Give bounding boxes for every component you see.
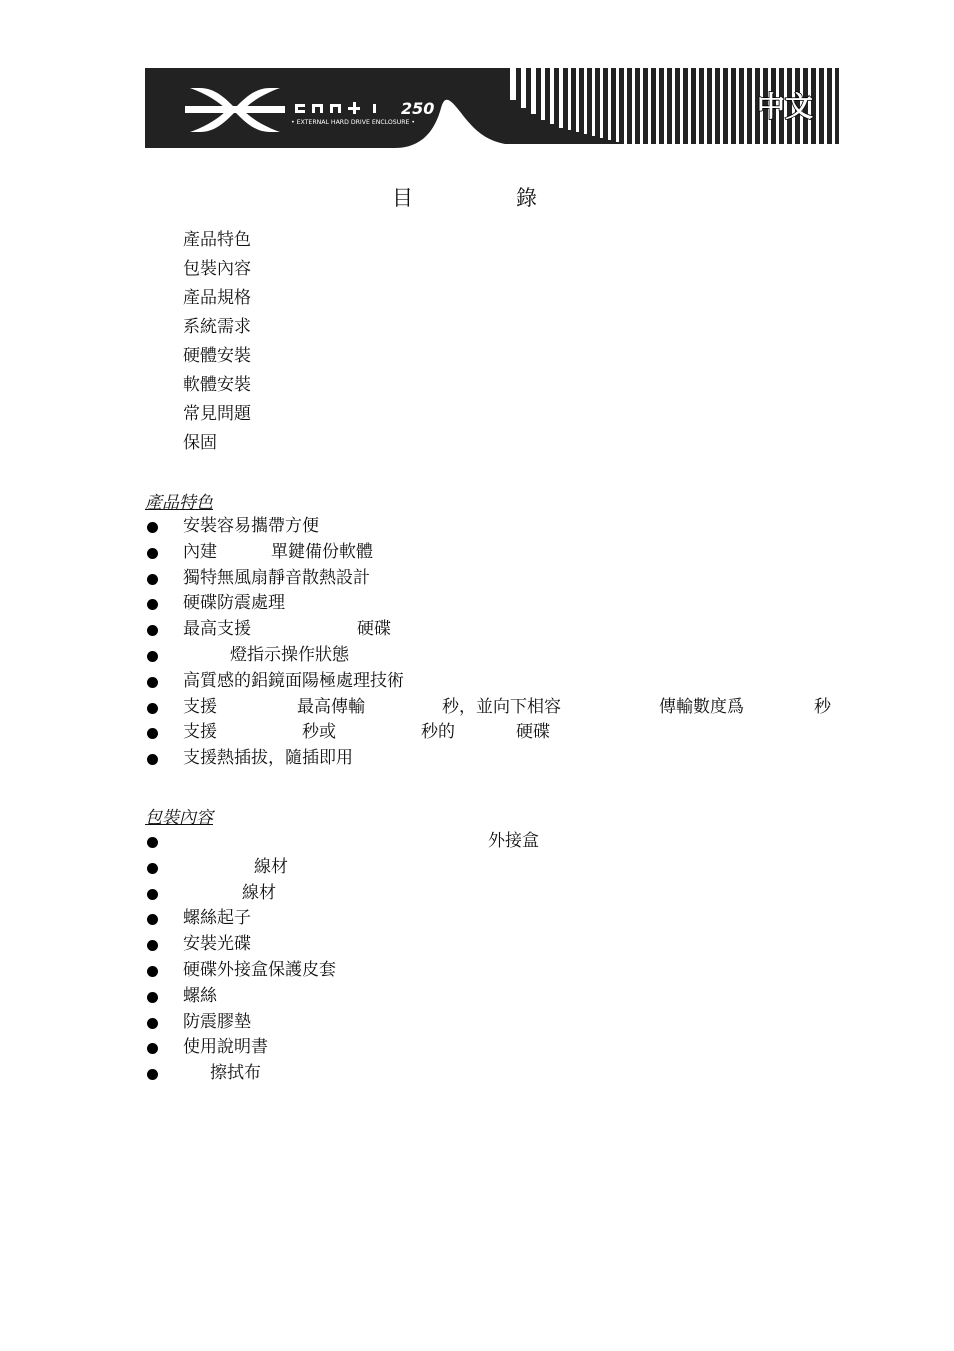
list-item-text: 內建 <box>183 541 217 562</box>
list-item-text: 硬碟防震處理 <box>183 593 285 614</box>
list-item-text: 支援熱插拔，隨插即用 <box>183 748 353 769</box>
package-list <box>145 829 845 1087</box>
bullet-icon <box>147 599 158 610</box>
list-item <box>145 669 845 695</box>
list-item-text: 硬碟 <box>357 619 391 640</box>
list-item-text: 支援 <box>183 722 217 743</box>
list-item-text: 防震膠墊 <box>183 1011 251 1032</box>
list-item-text: 最高支援 <box>183 619 251 640</box>
bullet-icon <box>147 863 158 874</box>
bullet-icon <box>147 651 158 662</box>
list-item <box>145 695 845 721</box>
bullet-icon <box>147 992 158 1003</box>
list-item-text: 秒的 <box>421 722 455 743</box>
list-item <box>145 1035 845 1061</box>
toc-item: 軟體安裝 <box>183 375 251 395</box>
toc-title-left: 目 <box>392 186 413 210</box>
toc-item: 常見問題 <box>183 404 251 424</box>
package-heading: 包裝內容 <box>145 808 213 828</box>
banner-graphic <box>145 68 839 148</box>
list-item <box>145 984 845 1010</box>
list-item-text: 線材 <box>242 882 276 903</box>
list-item <box>145 1061 845 1087</box>
list-item-text: 硬碟外接盒保護皮套 <box>183 959 336 980</box>
bullet-icon <box>147 728 158 739</box>
list-item-text: 安裝容易攜帶方便 <box>183 516 319 536</box>
list-item-text: 秒或 <box>302 722 336 743</box>
toc-item: 產品特色 <box>183 230 251 250</box>
list-item-text: 螺絲起子 <box>183 908 251 929</box>
bullet-icon <box>147 1043 158 1054</box>
bullet-icon <box>147 966 158 977</box>
list-item <box>145 540 845 566</box>
header-banner <box>145 68 839 148</box>
list-item-text: 外接盒 <box>488 831 539 851</box>
list-item-text: 螺絲 <box>183 985 217 1006</box>
bullet-icon <box>147 889 158 900</box>
toc-item: 硬體安裝 <box>183 346 251 366</box>
list-item-text: 秒，並向下相容 <box>442 696 561 717</box>
toc-item: 產品規格 <box>183 288 251 308</box>
list-item <box>145 514 845 540</box>
list-item <box>145 591 845 617</box>
bullet-icon <box>147 548 158 559</box>
list-item <box>145 720 845 746</box>
list-item <box>145 746 845 772</box>
list-item-text: 使用說明書 <box>183 1037 268 1058</box>
list-item <box>145 829 845 855</box>
list-item <box>145 855 845 881</box>
bullet-icon <box>147 754 158 765</box>
list-item-text: 最高傳輸 <box>297 696 365 717</box>
toc-list <box>183 226 251 458</box>
features-heading: 產品特色 <box>145 493 213 513</box>
list-item-text: 硬碟 <box>516 722 550 743</box>
toc-item: 包裝內容 <box>183 259 251 279</box>
bullet-icon <box>147 1069 158 1080</box>
bullet-icon <box>147 703 158 714</box>
brand-model: 250 <box>401 99 435 118</box>
bullet-icon <box>147 837 158 848</box>
list-item-text: 傳輸數度爲 <box>659 696 744 717</box>
features-list <box>145 514 845 772</box>
bullet-icon <box>147 625 158 636</box>
brand-tagline: • EXTERNAL HARD DRIVE ENCLOSURE • <box>291 119 416 126</box>
bullet-icon <box>147 574 158 585</box>
list-item <box>145 566 845 592</box>
list-item-text: 擦拭布 <box>210 1063 261 1084</box>
bullet-icon <box>147 914 158 925</box>
list-item-text: 支援 <box>183 696 217 717</box>
bullet-icon <box>147 1018 158 1029</box>
list-item <box>145 643 845 669</box>
list-item-text: 單鍵備份軟體 <box>271 541 373 562</box>
toc-item: 保固 <box>183 433 217 453</box>
bullet-icon <box>147 940 158 951</box>
toc-item: 系統需求 <box>183 317 251 337</box>
list-item <box>145 906 845 932</box>
list-item <box>145 958 845 984</box>
list-item <box>145 932 845 958</box>
language-label: 中文 <box>757 90 814 123</box>
list-item <box>145 617 845 643</box>
list-item-text: 燈指示操作狀態 <box>230 644 349 665</box>
list-item-text: 安裝光碟 <box>183 934 251 955</box>
bullet-icon <box>147 522 158 533</box>
toc-title-right: 錄 <box>516 186 537 210</box>
list-item <box>145 1010 845 1036</box>
list-item-text: 線材 <box>254 856 288 877</box>
list-item <box>145 881 845 907</box>
list-item-text: 高質感的鋁鏡面陽極處理技術 <box>183 670 404 691</box>
list-item-text: 秒 <box>814 696 831 717</box>
bullet-icon <box>147 677 158 688</box>
list-item-text: 獨特無風扇靜音散熱設計 <box>183 567 370 588</box>
